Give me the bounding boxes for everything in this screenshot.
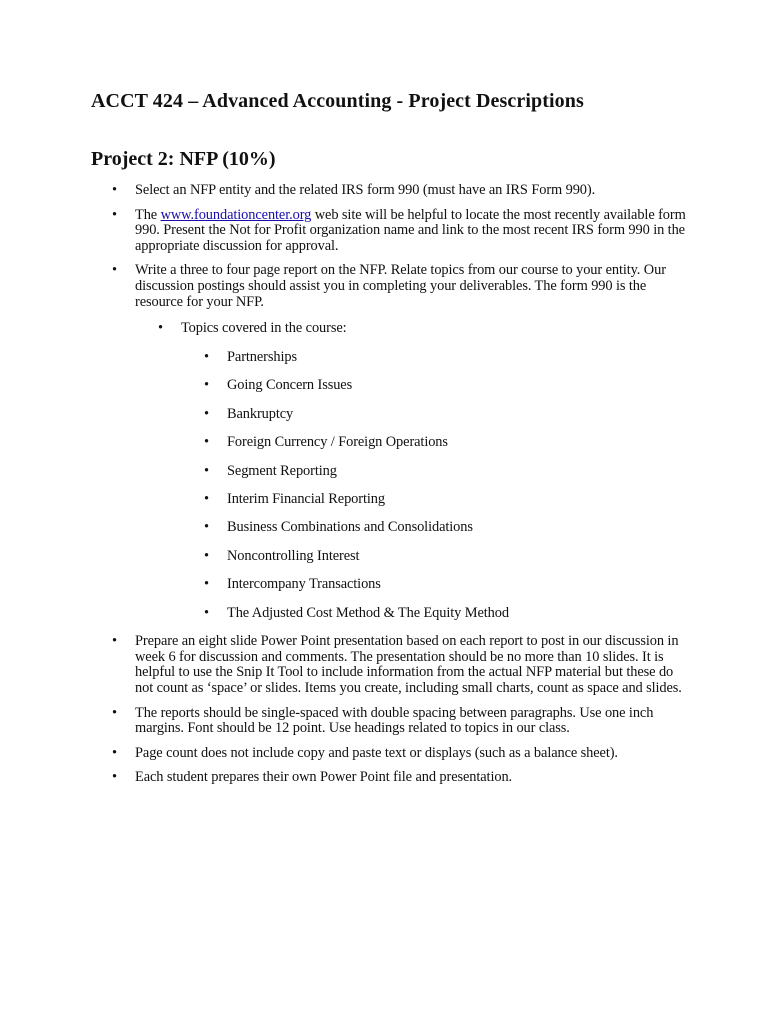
topic-text: Interim Financial Reporting xyxy=(227,490,385,507)
list-item xyxy=(110,208,690,255)
bullet-icon: • xyxy=(204,519,209,536)
bullet-icon: • xyxy=(112,182,117,198)
list-item-text-prefix: The xyxy=(135,206,161,223)
bullet-icon: • xyxy=(204,462,209,479)
document-title: ACCT 424 – Advanced Accounting - Project Descriptions xyxy=(91,90,584,112)
project-requirements-list xyxy=(110,183,690,795)
bullet-icon: • xyxy=(112,744,117,761)
topic-text: Business Combinations and Consolidations xyxy=(227,519,473,536)
list-item xyxy=(110,770,690,786)
bullet-icon: • xyxy=(204,405,209,422)
bullet-icon: • xyxy=(204,434,209,451)
topic-item xyxy=(202,407,690,423)
bullet-icon: • xyxy=(204,490,209,507)
project-heading: Project 2: NFP (10%) xyxy=(91,148,276,170)
topic-item xyxy=(202,378,690,394)
bullet-icon: • xyxy=(112,206,117,223)
topic-text: Noncontrolling Interest xyxy=(227,547,360,564)
course-topics-list xyxy=(202,350,690,622)
topic-item xyxy=(202,549,690,565)
topic-item xyxy=(202,577,690,593)
topic-item xyxy=(202,606,690,622)
list-item xyxy=(110,706,690,737)
topic-item xyxy=(202,435,690,451)
list-item-text: Select an NFP entity and the related IRS form 990 (must have an IRS Form 990). xyxy=(135,182,596,198)
list-item-text: The reports should be single-spaced with double spacing between paragraphs. Use one inch margins. Font should be 12 point. Use headings related to topics in our class. xyxy=(135,704,654,737)
bullet-icon: • xyxy=(204,604,209,621)
topic-text: Going Concern Issues xyxy=(227,377,353,394)
topic-item xyxy=(202,492,690,508)
topic-item xyxy=(202,350,690,366)
list-item-text-suffix: web site will be helpful to locate the most recently available form 990. Present the Not for Profit organization name and link to the most recent IRS form 990 in the appropriate discussion for approval. xyxy=(135,206,686,254)
topics-sublist xyxy=(156,321,690,621)
sublist-item-text: Topics covered in the course: xyxy=(181,320,347,337)
list-item xyxy=(110,746,690,762)
bullet-icon: • xyxy=(158,320,163,337)
topic-text: The Adjusted Cost Method & The Equity Method xyxy=(227,604,509,621)
bullet-icon: • xyxy=(204,348,209,365)
topic-text: Foreign Currency / Foreign Operations xyxy=(227,434,448,451)
list-item-text: Each student prepares their own Power Point file and presentation. xyxy=(135,769,513,786)
bullet-icon: • xyxy=(112,704,117,721)
bullet-icon: • xyxy=(112,633,117,650)
bullet-icon: • xyxy=(204,377,209,394)
bullet-icon: • xyxy=(112,769,117,786)
bullet-icon: • xyxy=(112,262,117,279)
list-item-text: Write a three to four page report on the NFP. Relate topics from our course to your entity. Our discussion postings should assist you in completing your deliverables. The form 990 is the resource for your NFP. xyxy=(135,262,666,310)
sublist-item xyxy=(156,321,690,621)
topic-item xyxy=(202,520,690,536)
bullet-icon: • xyxy=(204,576,209,593)
list-item-text: Prepare an eight slide Power Point presentation based on each report to post in our discussion in week 6 for discussion and comments. The presentation should be no more than 10 slides. It is helpful to use the Snip It Tool to include information from the actual NFP material but these do not count as ‘space’ or slides. Items you create, including small charts, count as space and slides. xyxy=(135,633,682,696)
foundationcenter-link[interactable]: www.foundationcenter.org xyxy=(160,206,312,223)
bullet-icon: • xyxy=(204,547,209,564)
list-item xyxy=(110,183,690,199)
topic-text: Segment Reporting xyxy=(227,462,337,479)
topic-item xyxy=(202,464,690,480)
topic-text: Partnerships xyxy=(227,348,297,365)
topic-text: Bankruptcy xyxy=(227,405,294,422)
topic-text: Intercompany Transactions xyxy=(227,576,381,593)
list-item-text: Page count does not include copy and paste text or displays (such as a balance sheet). xyxy=(135,744,618,761)
list-item xyxy=(110,634,690,696)
list-item xyxy=(110,263,690,621)
